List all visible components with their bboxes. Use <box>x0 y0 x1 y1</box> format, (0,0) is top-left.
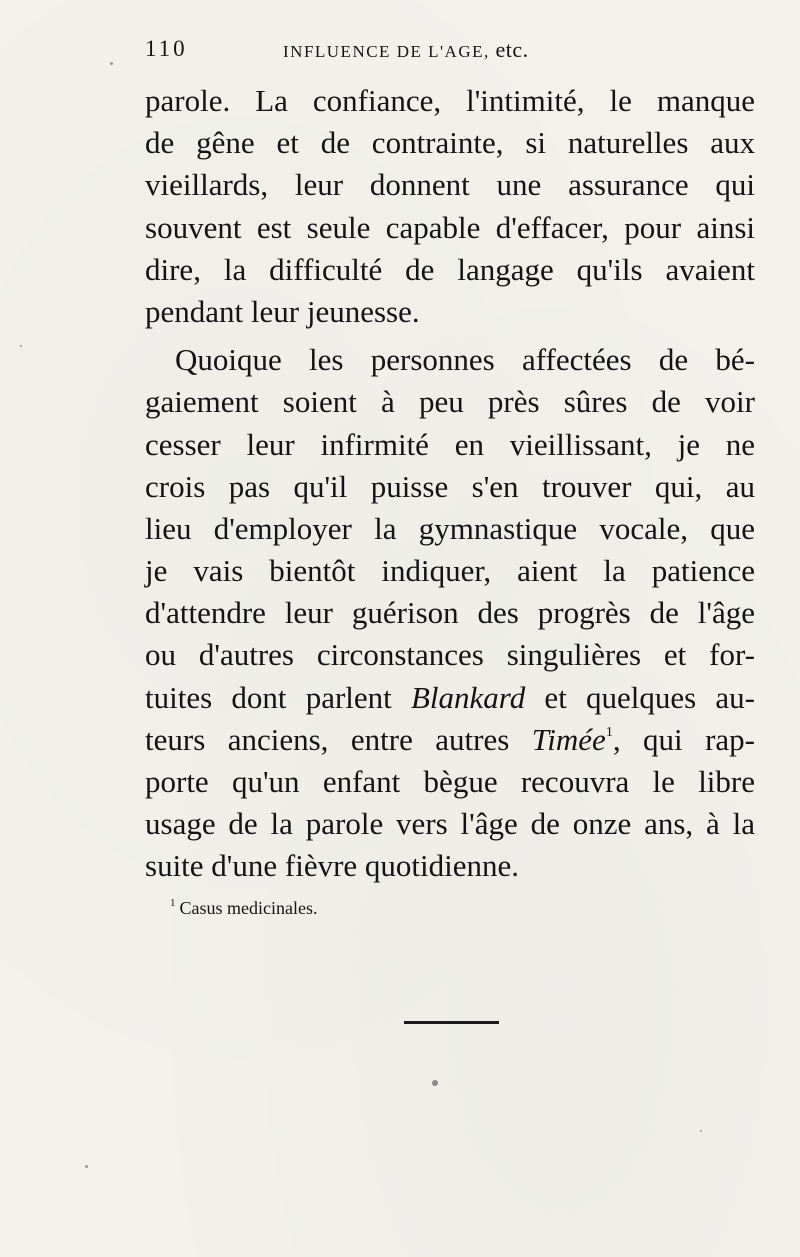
text-line: cesser leur infirmité en vieillissant, je ne <box>145 426 755 462</box>
body-text <box>145 80 755 888</box>
footnote-text: Casus medicinales. <box>179 898 318 918</box>
text-line: Quoique les personnes affectées de bé- <box>175 342 755 378</box>
running-header <box>145 36 615 70</box>
text-line: souvent est seule capable d'effacer, pour ainsi <box>145 209 755 245</box>
text-segment: teurs anciens, entre autres <box>145 721 532 757</box>
text-line: je vais bientôt indiquer, aient la patience <box>145 553 755 589</box>
text-line <box>145 719 755 761</box>
text-line: porte qu'un enfant bègue recouvra le libre <box>145 764 755 799</box>
text-line: usage de la parole vers l'âge de onze ans, à la <box>145 806 755 842</box>
text-line: crois pas qu'il puisse s'en trouver qui, au <box>145 468 755 504</box>
footnote <box>170 898 317 919</box>
text-line: gaiement soient à peu près sûres de voir <box>145 384 755 420</box>
text-line <box>145 677 755 719</box>
paper-speck <box>432 1080 438 1086</box>
text-line: d'attendre leur guérison des progrès de l'âge <box>145 595 755 631</box>
text-line: pendant leur jeunesse. <box>145 293 420 329</box>
text-line: vieillards, leur donnent une assurance qui <box>145 167 755 203</box>
page-number: 110 <box>145 36 188 61</box>
paper-speck <box>20 345 22 347</box>
footnote-marker: 1 <box>170 897 176 909</box>
running-title <box>283 37 529 63</box>
paper-speck <box>700 1130 702 1132</box>
text-line: suite d'une fièvre quotidienne. <box>145 848 520 884</box>
text-line: parole. La confiance, l'intimité, le manque <box>145 83 755 118</box>
end-rule <box>404 1021 499 1024</box>
running-title-suffix: etc. <box>495 37 529 62</box>
footnote-reference: 1 <box>605 724 613 740</box>
text-segment: et quelques au- <box>525 679 756 715</box>
running-title-text: INFLUENCE DE L'AGE, <box>283 42 490 61</box>
paragraph <box>145 80 755 333</box>
italic-name: Blankard <box>410 679 526 715</box>
paper-speck <box>85 1165 88 1168</box>
text-line: lieu d'employer la gymnastique vocale, que <box>145 510 755 546</box>
italic-name: Timée <box>531 721 606 757</box>
text-line: ou d'autres circonstances singulières et for- <box>145 637 755 673</box>
text-line: dire, la difficulté de langage qu'ils avaient <box>145 251 755 287</box>
paper-speck <box>110 62 113 65</box>
text-segment: , qui rap- <box>612 721 755 757</box>
text-segment: tuites dont parlent <box>145 679 411 715</box>
paragraph <box>145 339 755 887</box>
text-line: de gêne et de contrainte, si naturelles aux <box>145 125 755 161</box>
